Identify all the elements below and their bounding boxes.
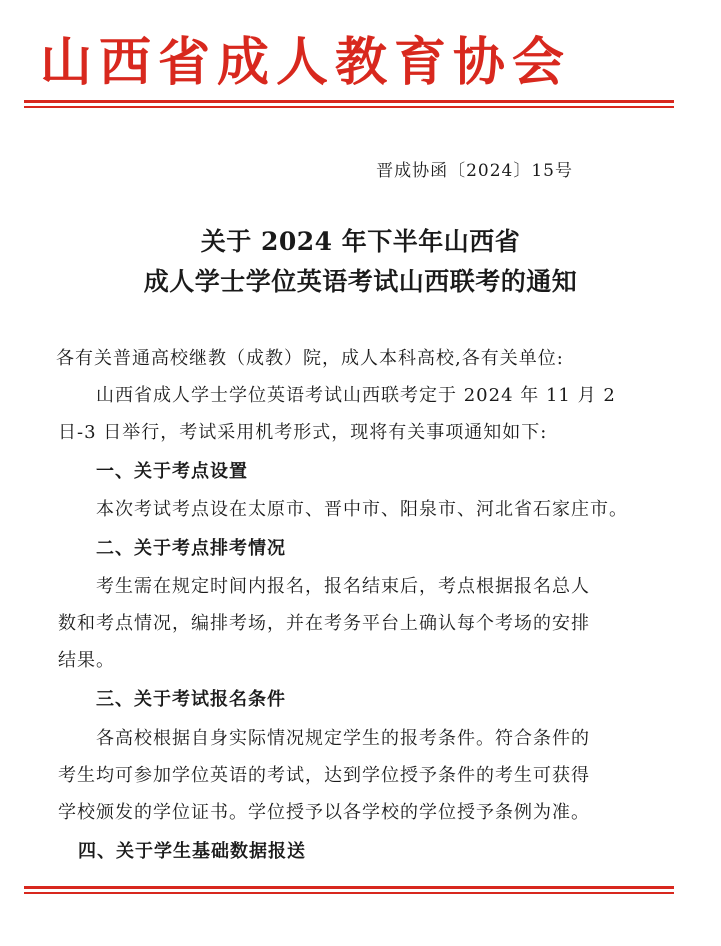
section-3-heading: 三、关于考试报名条件 [96,689,286,710]
organization-letterhead: 山西省成人教育协会 [40,32,572,93]
section-2-line-2: 数和考点情况，编排考场，并在考务平台上确认每个考场的安排 [58,613,590,634]
section-2-line-1: 考生需在规定时间内报名，报名结束后，考点根据报名总人 [96,576,590,597]
document-title-line2: 成人学士学位英语考试山西联考的通知 [143,267,578,296]
footer-rule-thin [24,892,674,894]
section-3-line-2: 考生均可参加学位英语的考试，达到学位授予条件的考生可获得 [58,765,590,786]
intro-line-2: 日-3 日举行，考试采用机考形式，现将有关事项通知如下: [58,422,548,443]
footer-rule-thick [24,886,674,889]
document-title-line1: 关于 2024 年下半年山西省 [200,227,521,256]
section-3-line-1: 各高校根据自身实际情况规定学生的报考条件。符合条件的 [96,728,590,749]
header-rule-thick [24,100,674,103]
section-2-line-3: 结果。 [58,650,115,671]
intro-line-1: 山西省成人学士学位英语考试山西联考定于 2024 年 11 月 2 [96,385,616,406]
header-rule-thin [24,106,674,108]
section-2-heading: 二、关于考点排考情况 [96,538,286,559]
salutation: 各有关普通高校继教（成教）院，成人本科高校,各有关单位: [56,348,564,369]
document-number: 晋成协函〔2024〕15号 [376,161,573,181]
section-3-line-3: 学校颁发的学位证书。学位授予以各学校的学位授予条例为准。 [58,802,590,823]
section-4-heading: 四、关于学生基础数据报送 [78,841,306,862]
section-1-text: 本次考试考点设在太原市、晋中市、阳泉市、河北省石家庄市。 [96,499,628,520]
section-1-heading: 一、关于考点设置 [96,461,248,482]
